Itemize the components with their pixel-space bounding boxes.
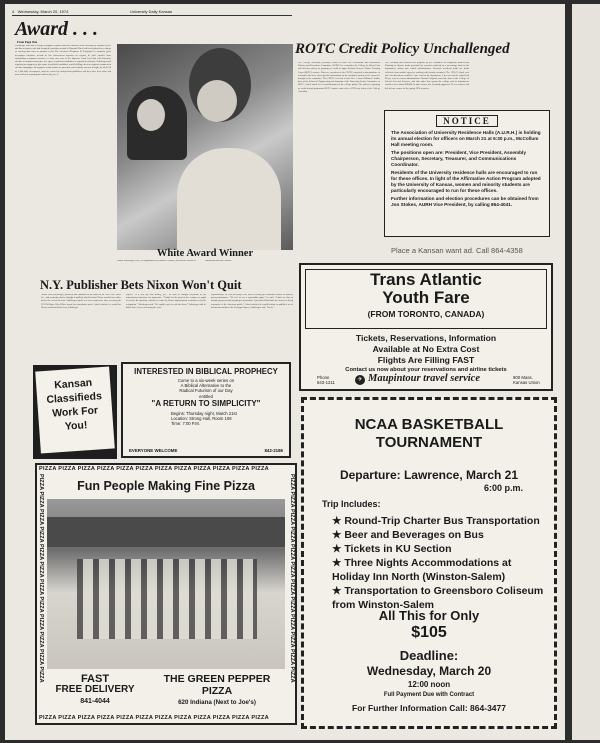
pizza-name-line2: PIZZA — [201, 685, 233, 697]
notice-p4: Further information and election procedures can be obtained from Jon Stokes, AURH Vice President, by calling 864-4041. — [391, 196, 539, 207]
ncaa-price: $105 — [411, 624, 447, 641]
ncaa-title-line1: NCAA BASKETBALL — [354, 416, 504, 433]
travel-address2: Kansas Union — [513, 380, 540, 385]
travel-line3: Flights Are Filling FAST — [377, 355, 475, 365]
prophecy-entitled: entitled — [199, 393, 213, 399]
rotc-col2: The Assembly also removed the proposal by the Committee on Budgetary Matters and Planning to allocate funds generated by research overhead on a percentage basis to the department, school and central administration. Research overhead funds are funds collected from outside agencies working with faculty members. The 1974-75 fiscal year rates for allocations would be 5 per cent for the department, 5 per cent for the school and 90 per cent to central administration. Ronald Calgaard, associate dean of the College of Liberal Arts and Sciences, said that under this system the college and its departments would receive about $90,000. In other action, the Assembly approved 19 new courses and deleted one course for the spring 1974 semester. — [385, 62, 469, 90]
ncaa-trip-list — [332, 514, 550, 612]
ncaa-title-line2: TOURNAMENT — [375, 434, 483, 451]
prophecy-title: INTERESTED IN BIBLICAL PROPHECY — [134, 367, 278, 376]
ncaa-deadline-label: Deadline: — [399, 648, 459, 663]
prophecy-series-title: "A RETURN TO SIMPLICITY" — [151, 398, 261, 408]
prophecy-welcome: EVERYONE WELCOME — [129, 448, 178, 453]
award-caption-right: Journalism and Mrs. Bassett. — [205, 260, 232, 262]
prophecy-ad — [121, 362, 291, 458]
prophecy-begins: Begins: Thursday night, March 21st — [171, 410, 237, 416]
classifieds-ad: Kansan Classifieds Work For You! — [35, 367, 115, 454]
photo-face-right — [197, 80, 237, 122]
ncaa-trip-item: ★ Beer and Beverages on Bus — [332, 529, 484, 541]
pizza-name-line1: THE GREEN PEPPER — [163, 673, 271, 685]
paper-name: University Daily Kansan — [130, 9, 173, 14]
pizza-headline: Fun People Making Fine Pizza — [77, 479, 255, 493]
ncaa-trip-item: ★ Round-Trip Charter Bus Transportation — [332, 515, 540, 527]
page-date: Wednesday, March 20, 1974 — [17, 9, 69, 14]
prophecy-line2: A Biblical Alternative to the — [180, 383, 232, 389]
award-body: Salisberger said that a college newspaper reporter had been arrested while traveling to Wounded Knee and that a reporter who had occupied a position on staff at Wounded Knee had been indicted on a charge of crossing state lines to promote a riot. The American Telephone & Telegraph Co. routinely gives newspaper telephone records to law enforcement agencies on request, he said. Another issue confronting newspapers involves a court case now in the Supreme Court level that will determine whether newspapers must give free space to political candidates to respond to criticism. Salisberger said requiring newspapers to give space to political candidates would chilling effect on vigorous comment in election campaigns. Newspapers in this nation are powerful, and certainly not near in fight, he said. Out of 1,444 daily newspapers, most are owned by independent publishers and they have been more and more stifled in reporting the truth as they see it. — [15, 45, 111, 76]
prophecy-phone: 842-2186 — [264, 448, 283, 453]
ncaa-payment: Full Payment Due with Contract — [383, 692, 475, 698]
travel-title-line2: Youth Fare — [382, 288, 470, 307]
travel-phone-label: Phone — [317, 375, 330, 380]
ncaa-departure: Departure: Lawrence, March 21 — [339, 468, 519, 482]
pizza-border-right: PIZZA PIZZA PIZZA PIZZA PIZZA PIZZA PIZZA PIZZA PIZZA PIZZA PIZZA PIZZA — [289, 474, 295, 683]
travel-agency: Maupintour travel service — [368, 373, 480, 384]
pizza-photo-awning — [47, 517, 285, 547]
ncaa-departure-time: 6:00 p.m. — [484, 483, 524, 493]
notice-p1: The Association of University Residence Halls (A.U.R.H.) is holding its annual election for officers on March 21 at 6:30 p.m., McCollum Hall meeting room. — [391, 130, 541, 147]
adjacent-page-edge — [572, 4, 600, 740]
award-headline: Award . . . — [15, 18, 98, 40]
ncaa-ad — [301, 397, 557, 729]
nixon-headline: N.Y. Publisher Bets Nixon Won't Quit — [40, 278, 242, 292]
ncaa-price-label: All This for Only — [378, 608, 480, 623]
award-dateline: From Page One — [17, 40, 38, 44]
award-caption-left: Arthur Salisberger (left), is congratulated by Edward P. Bassett, dean of the School of — [117, 260, 196, 262]
notice-box — [384, 110, 550, 237]
travel-phone: 843-1211 — [317, 380, 335, 385]
pizza-fast: FAST — [80, 673, 110, 685]
want-ad-line: Place a Kansan want ad. Call 864-4358 — [391, 246, 523, 255]
rotc-headline: ROTC Credit Policy Unchallenged — [295, 41, 510, 57]
nixon-col3: responsibility. He was referring to the idea of setting up a national council to monitor press performance. "We feel we are a responsible paper," he said. "I don't see that an outside group can add anything to journalism. I just don't think that's the answer to being responsive to the American public." Asked whether he would hesitate to publish a set of documents similar to the Pentagon Papers, Salisberger said, "No sir." — [211, 294, 293, 309]
pizza-photo — [47, 499, 285, 669]
ncaa-trip-item: ★ Transportation to Greensboro Coliseum from Winston-Salem — [332, 585, 544, 611]
page-number: 4 — [12, 9, 15, 14]
award-photo — [117, 44, 293, 250]
header-rule — [12, 15, 292, 16]
travel-title-line1: Trans Atlantic — [370, 270, 482, 289]
travel-address-block — [513, 375, 540, 385]
photo-figure-woman — [177, 148, 281, 250]
travel-phone-block — [317, 375, 335, 385]
pizza-border-left: PIZZA PIZZA PIZZA PIZZA PIZZA PIZZA PIZZA PIZZA PIZZA PIZZA PIZZA PIZZA — [38, 474, 44, 683]
pizza-phone: 841-4044 — [80, 698, 110, 705]
ncaa-trip-includes: Trip Includes: — [322, 499, 381, 509]
nixon-col2: replied, "If it was my own money, yes." He said he thought resolution of the impeachment question was imperative. "I think for the good of the country we ought to resolve the question, whether it comes by House impeachment resolution or by his resignation," Salisberger said. "We ought to get on with the show." Salisberger said he didn't have views concerning the news — [126, 294, 206, 309]
prophecy-location: Location: Strong Hall, Room 108 — [171, 416, 232, 422]
pizza-border-top: PIZZA PIZZA PIZZA PIZZA PIZZA PIZZA PIZZA PIZZA PIZZA PIZZA PIZZA PIZZA — [39, 466, 270, 472]
prophecy-line1: Come to a six-week series on — [177, 378, 235, 383]
globe-icon: ✈ — [355, 375, 365, 385]
travel-contact: Contact us now about your reservations and airline tickets — [345, 367, 507, 373]
travel-ad — [299, 263, 553, 391]
pizza-address: 620 Indiana (Next to Joe's) — [178, 699, 256, 706]
notice-p2: The positions open are: President, Vice President, Assembly Chairperson, Secretary, Treasurer, and Communications Coordinator. — [391, 150, 526, 167]
ncaa-deadline-date: Wednesday, March 20 — [366, 664, 492, 678]
ncaa-trip-item: ★ Tickets in KU Section — [332, 543, 452, 555]
pizza-border-bottom: PIZZA PIZZA PIZZA PIZZA PIZZA PIZZA PIZZA PIZZA PIZZA PIZZA PIZZA PIZZA — [39, 715, 270, 721]
prophecy-line3: Radical Futurism of our Day — [179, 388, 233, 394]
page-header — [12, 9, 312, 14]
travel-subtitle: (FROM TORONTO, CANADA) — [367, 309, 485, 319]
ncaa-info: For Further Information Call: 864-3477 — [352, 703, 506, 713]
photo-face-left — [137, 99, 165, 131]
pizza-photo-crowd — [77, 559, 257, 639]
pizza-ad — [35, 463, 297, 725]
pizza-free-delivery: FREE DELIVERY — [55, 684, 135, 695]
newspaper-page — [5, 4, 565, 740]
travel-line1: Tickets, Reservations, Information — [355, 333, 497, 343]
ncaa-trip-item: ★ Three Nights Accommodations at Holiday Inn North (Winston-Salem) — [332, 557, 512, 583]
travel-line2: Available at No Extra Cost — [372, 344, 480, 354]
notice-title: NOTICE — [436, 115, 498, 127]
nixon-col1: Arthur Ochs Salisberger, president and chairman of the board of the New York Times Co., said yesterday that he thought it unlikely that President Nixon would leave office before the end of his term. Salisberger spoke at a news conference after receiving the 1974 William Allen White award for journalistic merit. Asked whether he would bet Nixon would finish his term, Salisberger — [41, 294, 121, 309]
prophecy-time: Time: 7:00 P.M. — [171, 421, 200, 427]
rotc-col1: The College Assembly yesterday refused to force the Curriculum and Educational Policies and Procedures Committee (CEPPC) to reconsider the College of Liberal Arts and Sciences policy of granting no credit to upper division Reserve Officer Training Corps (ROTC) courses. However, members of the CEPPC requested a subcommittee to reconsider the issue when specific information on the academic content of the courses is brought to the committee. The CEPPC received a letter Dec. 3 from William P. Smith, dean of the School of Engineering and chairman of the University Senate Committee on ROTC, which asked for a reconsideration of the college policy. The policy of granting no credit toward graduation ROTC courses came after a 1970 vote taken of the College Assembly. — [298, 62, 380, 93]
travel-address1: 900 Mass. — [513, 375, 533, 380]
award-caption-title: White Award Winner — [156, 248, 254, 259]
notice-p3: Residents of the University residence halls are encouraged to run for these offices. In light of the Affirmative Action Program adopted by the University of Kansas, women and minority students are particularly encouraged to run for these offices. — [391, 170, 541, 193]
ncaa-deadline-time: 12:00 noon — [407, 680, 451, 689]
